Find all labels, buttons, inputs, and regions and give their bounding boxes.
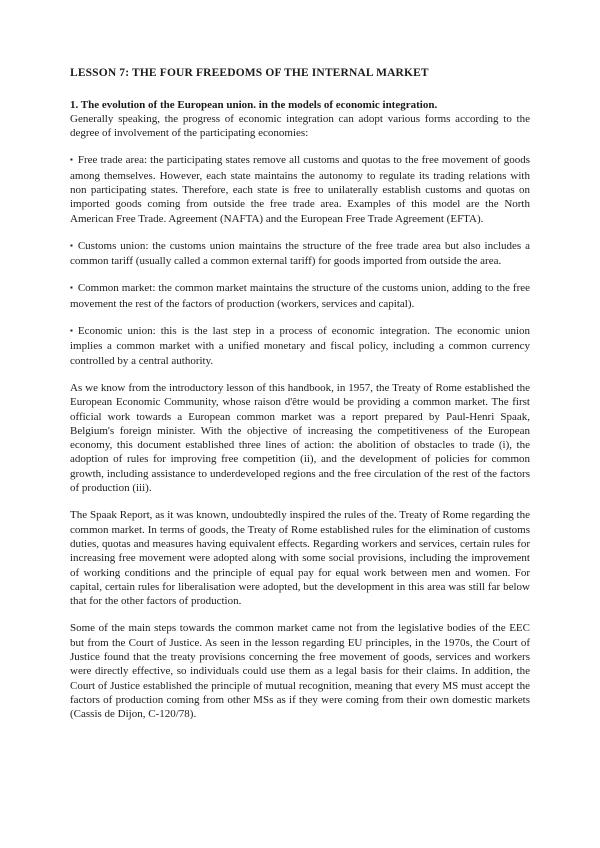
body-paragraph-treaty-of-rome: As we know from the introductory lesson of this handbook, in 1957, the Treaty of Rome established the European Economic Community, whose raison d'être would be providing a common market. The first official work towards a European common market was a report prepared by Paul-Henri Spaak, Belgium's foreign minister. With the objective of increasing the competitiveness of the European economy, this document established three lines of action: the abolition of obstacles to trade (i), the adoption of rules for improving free competition (ii), and the development of policies for common growth, including assistance to underdeveloped regions and the free circulation of the rest of the factors of production (iii). — [70, 381, 530, 495]
intro-paragraph: Generally speaking, the progress of economic integration can adopt various forms according to the degree of involvement of the participating economies: — [70, 112, 530, 140]
bullet-item-common-market — [70, 281, 530, 311]
bullet-text: Economic union: this is the last step in a process of economic integration. The economic union implies a common market with a unified monetary and fiscal policy, including a common currency controlled by a central authority. — [70, 325, 530, 367]
section-heading: 1. The evolution of the European union. in the models of economic integration. — [70, 98, 438, 111]
bullet-icon: ▪ — [70, 283, 73, 293]
bullet-item-customs-union — [70, 239, 530, 269]
body-paragraph-court-of-justice: Some of the main steps towards the common market came not from the legislative bodies of the EEC but from the Court of Justice. As seen in the lesson regarding EU principles, in the 1970s, the Court of Justice found that the treaty provisions concerning the free movement of goods, services and workers were directly effective, so individuals could use them as a legal basis for their claims. In addition, the Court of Justice established the principle of mutual recognition, meaning that every MS must accept the factors of production coming from other MSs as if they were coming from their own domestic markets (Cassis de Dijon, C-120/78). — [70, 622, 530, 721]
bullet-item-free-trade-area — [70, 153, 530, 225]
bullet-text: Customs union: the customs union maintains the structure of the free trade area but also includes a common tariff (usually called a common external tariff) for goods imported from outside the area. — [70, 239, 530, 268]
bullet-icon: ▪ — [70, 240, 73, 250]
bullet-item-economic-union — [70, 324, 530, 368]
page-title: LESSON 7: THE FOUR FREEDOMS OF THE INTERNAL MARKET — [70, 67, 429, 79]
bullet-text: Free trade area: the participating states remove all customs and quotas to the free movement of goods among themselves. However, each state maintains the autonomy to regulate its trading relations with non participating states. Therefore, each state is free to unilaterally establish customs and quotas on imported goods coming from outside the free trade area. Examples of this model are the North American Free Trade. Agreement (NAFTA) and the European Free Trade Agreement (EFTA). — [70, 154, 530, 225]
bullet-text: Common market: the common market maintains the structure of the customs union, adding to the free movement the rest of the factors of production (workers, services and capital). — [70, 282, 530, 310]
body-paragraph-spaak-report: The Spaak Report, as it was known, undoubtedly inspired the rules of the. Treaty of Rome regarding the common market. In terms of goods, the Treaty of Rome established rules for the elimination of customs duties, quotas and measures having equivalent effects. Regarding workers and services, certain rules for increasing free movement were adopted along with some social provisions, including the improvement of working conditions and the principle of equal pay for equal work between men and women. For capital, certain rules for liberalisation were adopted, but the development in this area was still far below that for the other factors of production. — [70, 509, 530, 608]
bullet-icon: ▪ — [70, 155, 73, 165]
bullet-icon: ▪ — [70, 326, 73, 336]
